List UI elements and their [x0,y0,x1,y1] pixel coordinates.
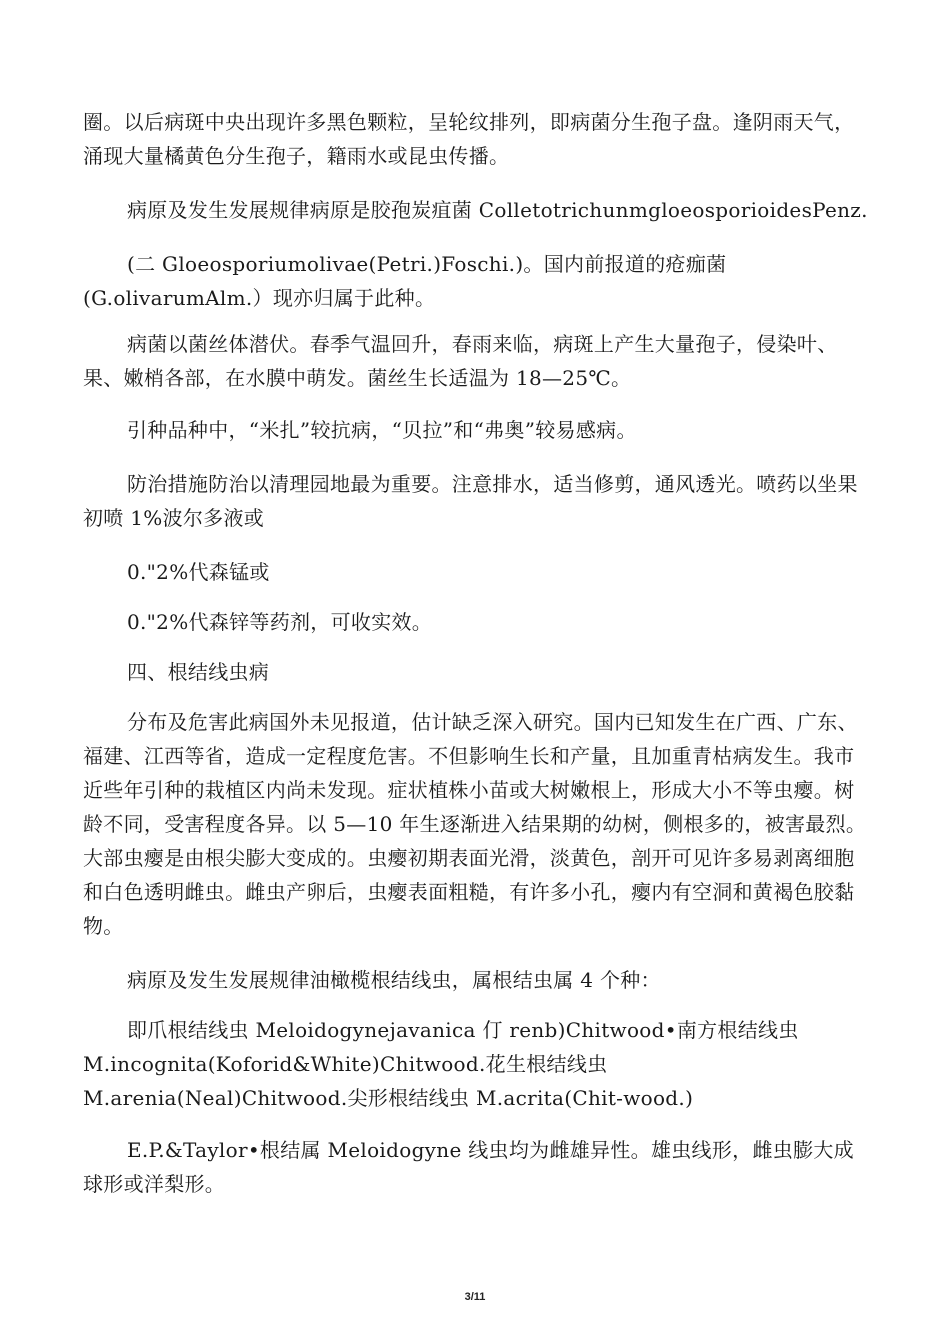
section-heading: 四、根结线虫病 [127,660,270,684]
paragraph-12: E.P.&Taylor•根结属 Meloidogyne 线虫均为雌雄异性。雄虫线形，雌虫膨大成球形或洋梨形。 [83,1138,854,1196]
paragraph-9: 分布及危害此病国外未见报道，估计缺乏深入研究。国内已知发生在广西、广东、福建、江西等省，造成一定程度危害。不但影响生长和产量，且加重青枯病发生。我市近些年引种的栽植区内尚未发现。症状植株小苗或大树嫩根上，形成大小不等虫瘿。树龄不同，受害程度各异。以 5—10 年生逐渐进入结果期的幼树，侧根多的，被害最烈。大部虫瘿是由根尖膨大变成的。虫瘿初期表面光滑，淡黄色，剖开可见许多易剥离细胞和白色透明雌虫。雌虫产卵后，虫瘿表面粗糙，有许多小孔，瘿内有空洞和黄褐色胶黏物。 [83,710,867,938]
paragraph-10: 病原及发生发展规律油橄榄根结线虫，属根结虫属 4 个种： [127,968,661,992]
paragraph-11: 即爪根结线虫 Meloidogynejavanica 仃 renb)Chitwood•南方根结线虫 M.incognita(Koforid&White)Chitwood.花生根结线虫 M.arenia(Neal)Chitwood.尖形根结线虫 M.acrita(Chit-wood.) [83,1018,799,1110]
paragraph-6: 防治措施防治以清理园地最为重要。注意排水，适当修剪，通风透光。喷药以坐果初喷 1%波尔多液或 [83,472,858,530]
paragraph-4: 病菌以菌丝体潜伏。春季气温回升，春雨来临，病斑上产生大量孢子，侵染叶、果、嫩梢各部，在水膜中萌发。菌丝生长适温为 18—25℃。 [83,332,838,390]
page-number: 3/11 [464,1291,486,1303]
paragraph-5: 引种品种中，“米扎”较抗病，“贝拉”和“弗奥”较易感病。 [127,418,637,442]
paragraph-7: 0."2%代森锰或 [127,560,270,584]
paragraph-3: (二 Gloeosporiumolivae(Petri.)Foschi.)。国内前报道的疮痂菌(G.olivarumAlm.）现亦归属于此种。 [83,252,727,310]
paragraph-1: 圈。以后病斑中央出现许多黑色颗粒，呈轮纹排列，即病菌分生孢子盘。逢阴雨天气，涌现大量橘黄色分生孢子，籍雨水或昆虫传播。 [83,110,855,168]
paragraph-8: 0."2%代森锌等药剂，可收实效。 [127,610,433,634]
paragraph-2: 病原及发生发展规律病原是胶孢炭疽菌 ColletotrichunmgloeosporioidesPenz. [127,198,868,222]
